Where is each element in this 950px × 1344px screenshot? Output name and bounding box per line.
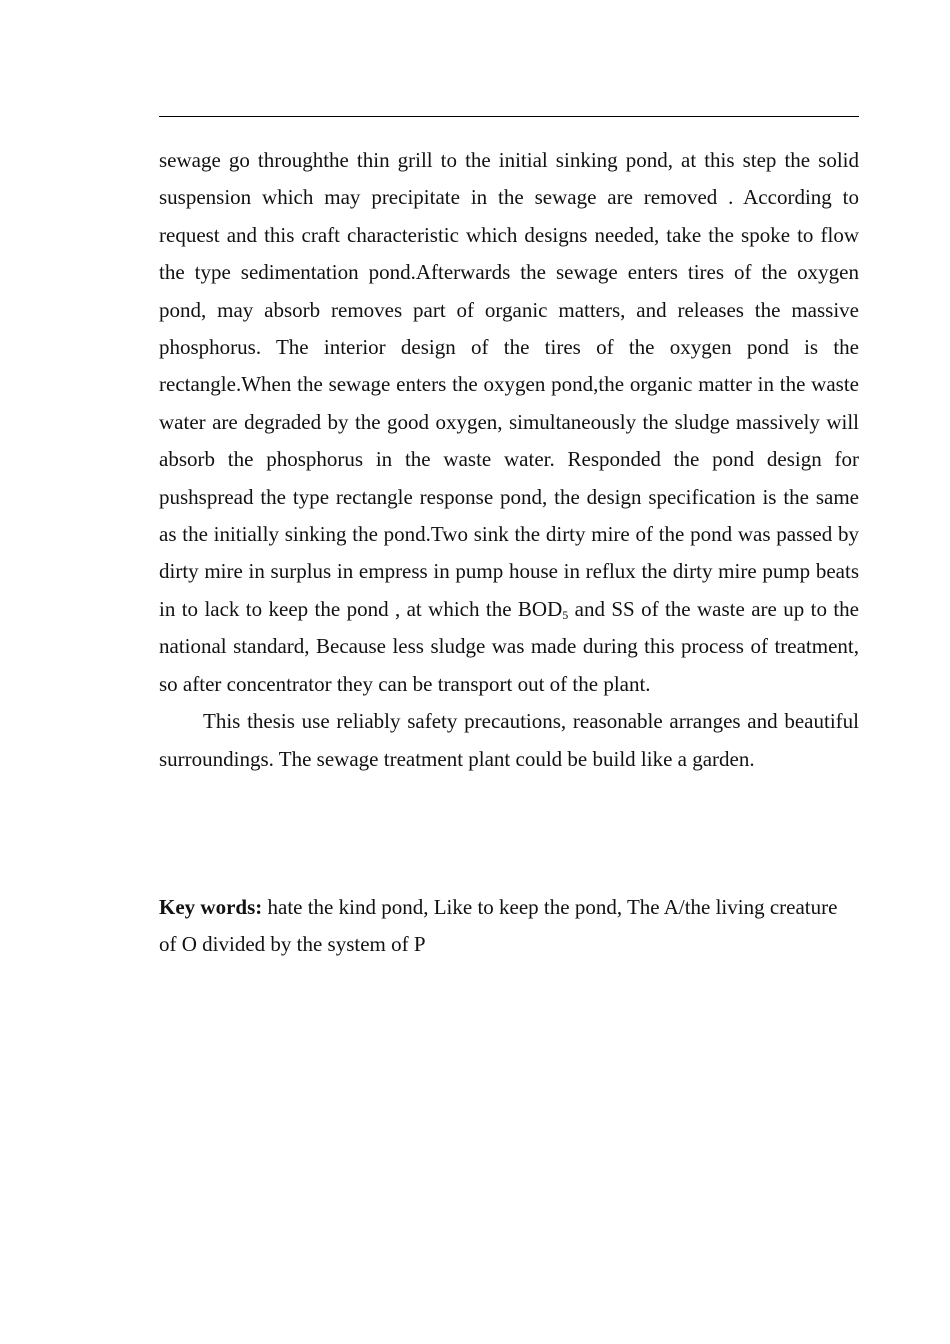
keywords-section [159,889,859,964]
header-rule [159,116,859,117]
bod-subscript: 5 [562,607,569,622]
paragraph-1-text-b: and SS of the waste are up to the national standard, Because less sludge was made during this process of treatment, so after concentrator they can be transport out of the plant. [159,596,859,696]
paragraph-1 [159,142,859,703]
abstract-body [159,142,859,778]
keywords-label: Key words: [159,895,263,919]
paragraph-1-text-a: sewage go throughthe thin grill to the initial sinking pond, at this step the solid suspension which may precipitate in the sewage are removed . According to request and this craft characteristic which designs needed, take the spoke to flow the type sedimentation pond.Afterwards the sewage enters tires of the oxygen pond, may absorb removes part of organic matters, and releases the massive phosphorus. The interior design of the tires of the oxygen pond is the rectangle.When the sewage enters the oxygen pond,the organic matter in the waste water are degraded by the good oxygen, simultaneously the sludge massively will absorb the phosphorus in the waste water. Responded the pond design for pushspread the type rectangle response pond, the design specification is the same as the initially sinking the pond.Two sink the dirty mire of the pond was passed by dirty mire in surplus in empress in pump house in reflux the dirty mire pump beats in to lack to keep the pond , at which the BOD [159,148,859,621]
paragraph-2: This thesis use reliably safety precautions, reasonable arranges and beautiful surroundings. The sewage treatment plant could be build like a garden. [159,709,859,771]
keywords-text: hate the kind pond, Like to keep the pond, The A/the living creature of O divided by the system of P [159,895,838,957]
